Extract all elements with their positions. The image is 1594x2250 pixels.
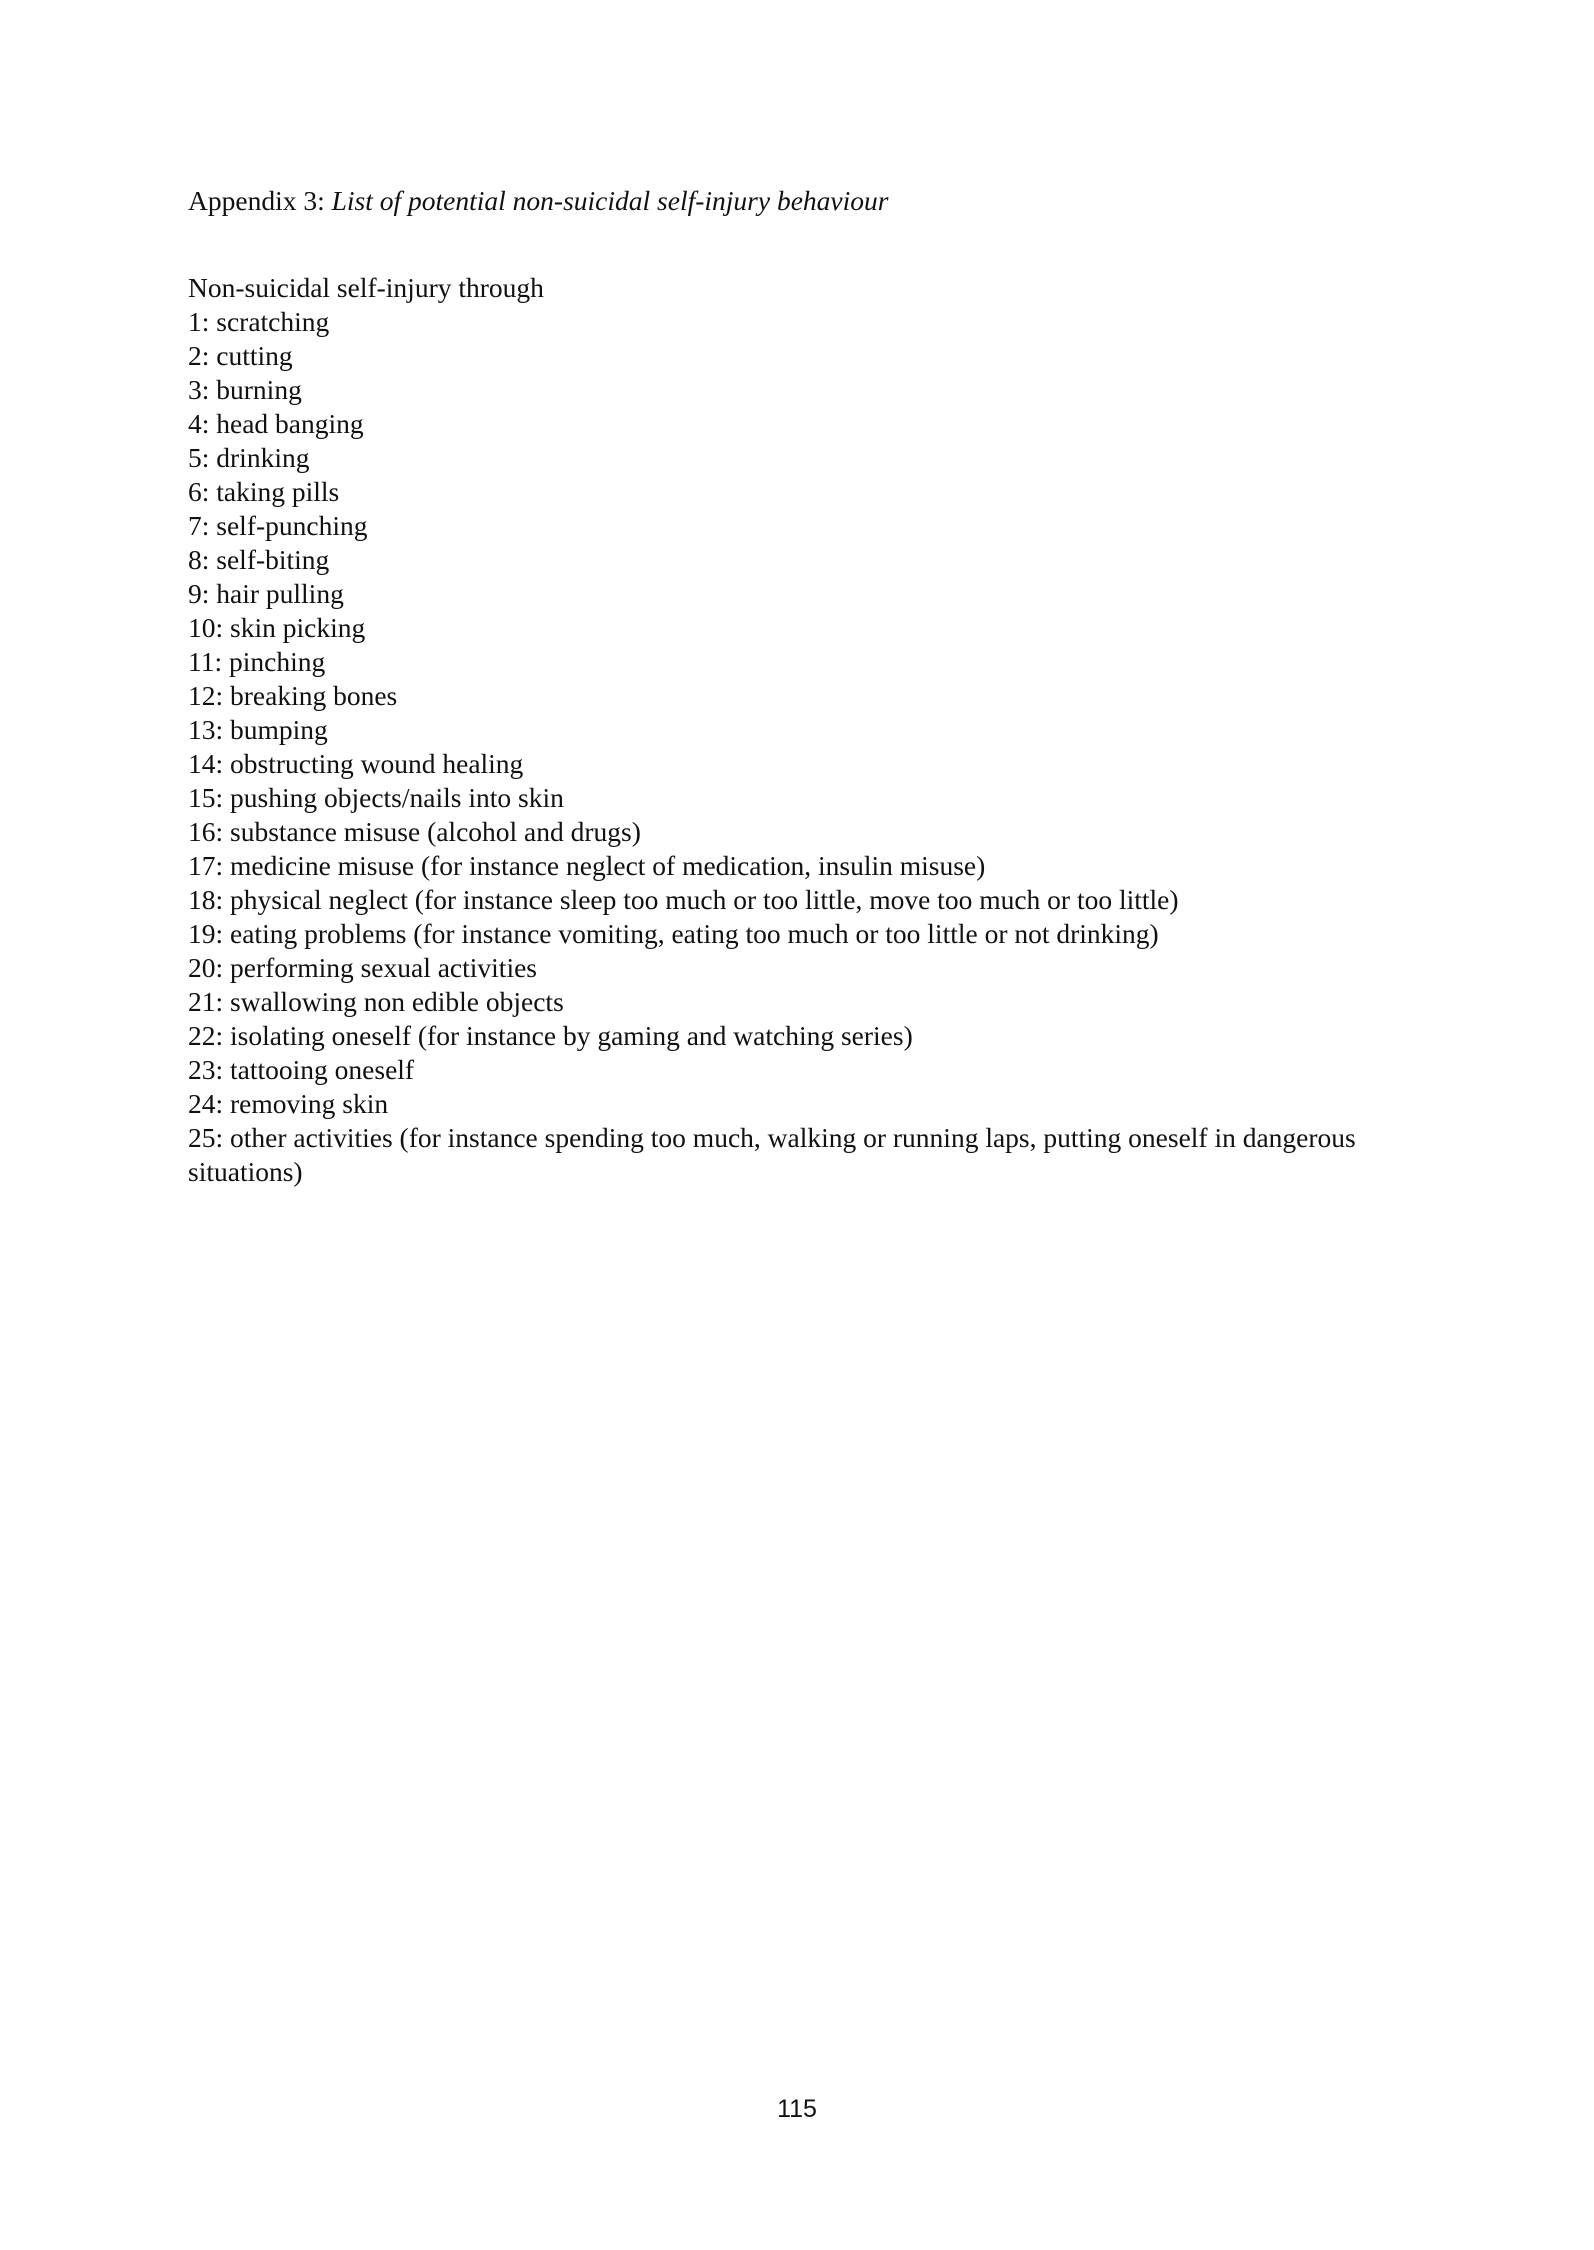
list-item: 8: self-biting xyxy=(188,544,330,575)
list-item: 25: other activities (for instance spending too much, walking or running laps, putting oneself in dangerous situations) xyxy=(188,1122,1356,1187)
list-item: 4: head banging xyxy=(188,408,364,439)
behaviour-list-section xyxy=(188,271,1368,1189)
list-item: 9: hair pulling xyxy=(188,578,344,609)
list-item: 5: drinking xyxy=(188,442,310,473)
list-item: 12: breaking bones xyxy=(188,680,398,711)
list-item: 24: removing skin xyxy=(188,1088,389,1119)
appendix-label: Appendix 3: xyxy=(188,185,332,216)
list-item: 13: bumping xyxy=(188,714,328,745)
list-item: 14: obstructing wound healing xyxy=(188,748,524,779)
list-item: 15: pushing objects/nails into skin xyxy=(188,782,564,813)
list-intro: Non-suicidal self-injury through xyxy=(188,272,544,303)
appendix-title: List of potential non-suicidal self-injury behaviour xyxy=(331,185,889,216)
list-item: 10: skin picking xyxy=(188,612,366,643)
list-item: 6: taking pills xyxy=(188,476,340,507)
list-item: 1: scratching xyxy=(188,306,330,337)
list-item: 20: performing sexual activities xyxy=(188,952,538,983)
list-item: 23: tattooing oneself xyxy=(188,1054,415,1085)
page-number: 115 xyxy=(777,2095,817,2123)
list-item: 18: physical neglect (for instance sleep too much or too little, move too much or too little) xyxy=(188,884,1179,915)
list-item: 22: isolating oneself (for instance by gaming and watching series) xyxy=(188,1020,913,1051)
list-item: 16: substance misuse (alcohol and drugs) xyxy=(188,816,641,847)
list-item: 11: pinching xyxy=(188,646,326,677)
list-item: 3: burning xyxy=(188,374,302,405)
appendix-heading xyxy=(188,184,888,218)
behaviour-list xyxy=(188,305,1368,1189)
list-item: 21: swallowing non edible objects xyxy=(188,986,564,1017)
list-item: 2: cutting xyxy=(188,340,293,371)
list-item: 19: eating problems (for instance vomiting, eating too much or too little or not drinking) xyxy=(188,918,1159,949)
list-item: 17: medicine misuse (for instance neglect of medication, insulin misuse) xyxy=(188,850,986,881)
list-item: 7: self-punching xyxy=(188,510,368,541)
